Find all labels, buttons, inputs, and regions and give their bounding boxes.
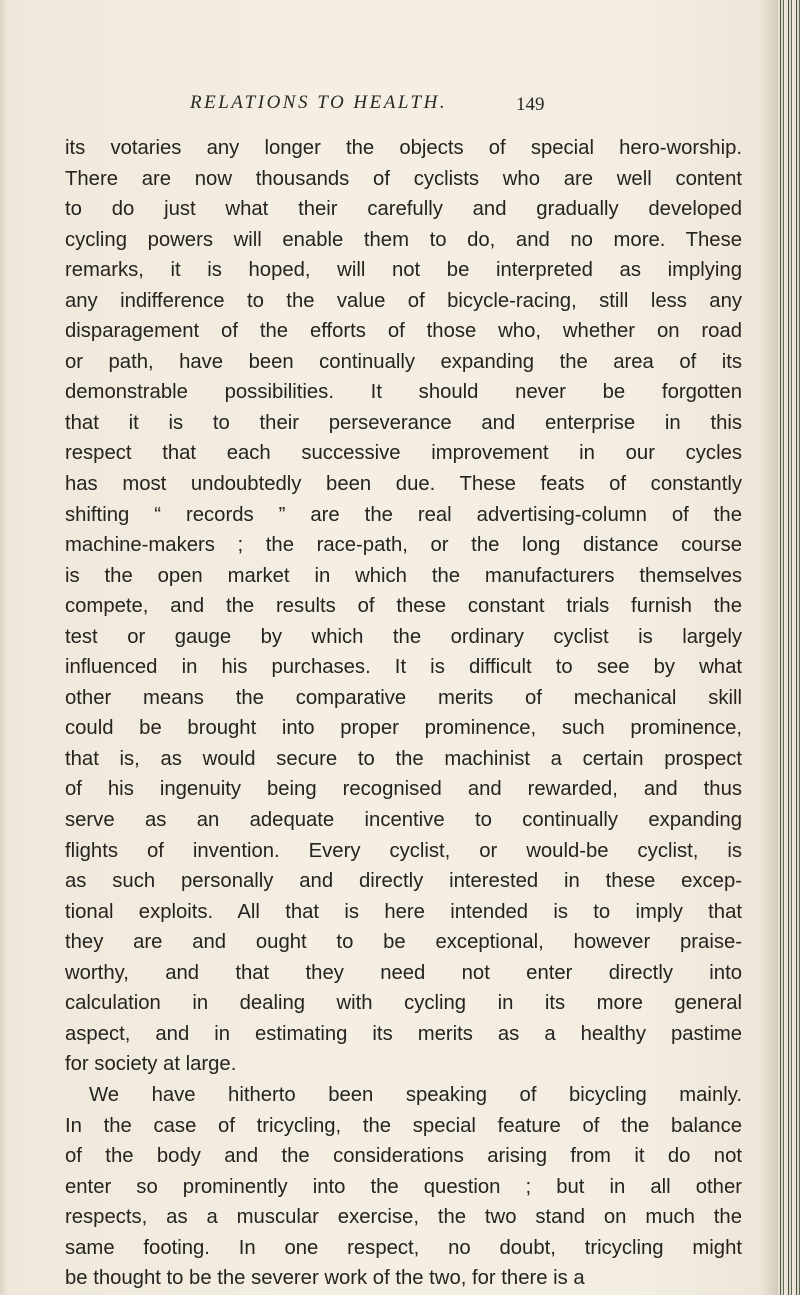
page-gutter-shadow [0, 0, 8, 1295]
text-line: There are now thousands of cyclists who are well content [65, 167, 742, 190]
text-line: has most undoubtedly been due. These feats of constantly [65, 473, 742, 496]
text-line: calculation in dealing with cycling in its more general [65, 992, 742, 1015]
text-line: of the body and the considerations arising from it do not [65, 1145, 742, 1168]
text-line: shifting “ records ” are the real advertising-column of the [65, 503, 742, 526]
text-line: In the case of tricycling, the special feature of the balance [65, 1114, 742, 1137]
running-title: RELATIONS TO HEALTH. [190, 92, 448, 113]
text-line: demonstrable possibilities. It should never be forgotten [65, 381, 742, 404]
book-edge [778, 0, 800, 1295]
text-line: of his ingenuity being recognised and rewarded, and thus [65, 778, 742, 801]
text-line: its votaries any longer the objects of special hero-worship. [65, 137, 742, 159]
text-line: serve as an adequate incentive to continually expanding [65, 809, 742, 832]
text-line: could be brought into proper prominence, such prominence, [65, 717, 742, 740]
text-line: influenced in his purchases. It is difficult to see by what [65, 656, 742, 679]
page-number: 149 [516, 94, 545, 115]
text-line: remarks, it is hoped, will not be interpreted as implying [65, 259, 742, 282]
text-line: any indifference to the value of bicycle-racing, still less any [65, 289, 742, 312]
text-line: that it is to their perseverance and enterprise in this [65, 411, 742, 434]
text-line: be thought to be the severer work of the two, for there is a [65, 1267, 585, 1290]
text-line: worthy, and that they need not enter directly into [65, 961, 742, 984]
running-head [0, 92, 760, 120]
text-line: We have hitherto been speaking of bicycling mainly. [89, 1083, 742, 1106]
text-line: to do just what their carefully and gradually developed [65, 198, 742, 221]
text-line: compete, and the results of these constant trials furnish the [65, 595, 742, 618]
text-line: that is, as would secure to the machinist a certain prospect [65, 747, 742, 770]
text-line: other means the comparative merits of mechanical skill [65, 686, 742, 709]
text-line: tional exploits. All that is here intended is to imply that [65, 900, 742, 923]
text-line: same footing. In one respect, no doubt, tricycling might [65, 1236, 742, 1259]
text-line: aspect, and in estimating its merits as a healthy pastime [65, 1022, 742, 1045]
text-line: flights of invention. Every cyclist, or would-be cyclist, is [65, 839, 742, 862]
text-line: respect that each successive improvement in our cycles [65, 442, 742, 465]
paragraph [65, 133, 742, 1080]
paragraph [65, 1080, 742, 1294]
text-line: they are and ought to be exceptional, however praise- [65, 931, 742, 954]
text-line: respects, as a muscular exercise, the two stand on much the [65, 1206, 742, 1229]
text-line: test or gauge by which the ordinary cyclist is largely [65, 625, 742, 648]
text-line: cycling powers will enable them to do, and no more. These [65, 228, 742, 251]
text-line: machine-makers ; the race-path, or the long distance course [65, 534, 742, 557]
text-line: for society at large. [65, 1053, 237, 1076]
page-edge-shadow [760, 0, 778, 1295]
text-line: as such personally and directly interested in these excep- [65, 870, 742, 893]
body-text [65, 133, 742, 1294]
text-line: or path, have been continually expanding the area of its [65, 350, 742, 373]
text-line: enter so prominently into the question ; but in all other [65, 1175, 742, 1198]
text-line: disparagement of the efforts of those who, whether on road [65, 320, 742, 343]
text-line: is the open market in which the manufacturers themselves [65, 564, 742, 587]
